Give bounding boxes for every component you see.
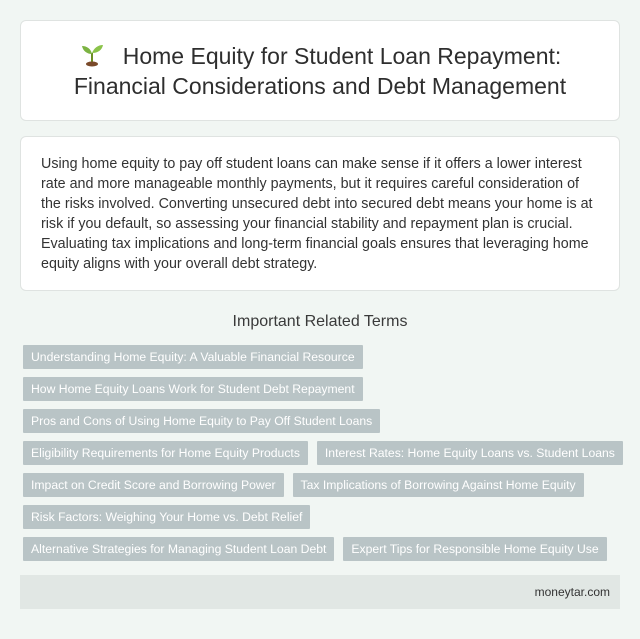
- page-title: [50, 41, 590, 101]
- summary-text: Using home equity to pay off student loans can make sense if it offers a lower interest rate and more manageable monthly payments, but it requires careful consideration of the risks involved. Converting unsecured debt into secured debt means your home is at risk if you default, so assessing your financial stability and repayment plan is crucial. Evaluating tax implications and long-term financial goals ensures that leveraging home equity aligns with your overall debt strategy.: [41, 156, 593, 272]
- footer: [20, 575, 620, 609]
- related-term-tag[interactable]: Tax Implications of Borrowing Against Home Equity: [293, 473, 584, 497]
- summary-card: [20, 136, 620, 291]
- related-term-tag[interactable]: Eligibility Requirements for Home Equity Products: [23, 441, 308, 465]
- title-card: [20, 20, 620, 121]
- related-term-tag[interactable]: Expert Tips for Responsible Home Equity Use: [343, 537, 606, 561]
- footer-site-link[interactable]: moneytar.com: [534, 585, 610, 599]
- related-term-tag[interactable]: Interest Rates: Home Equity Loans vs. Student Loans: [317, 441, 623, 465]
- related-term-tag[interactable]: Pros and Cons of Using Home Equity to Pay Off Student Loans: [23, 409, 380, 433]
- related-term-tag[interactable]: Alternative Strategies for Managing Student Loan Debt: [23, 537, 334, 561]
- related-term-tag[interactable]: How Home Equity Loans Work for Student Debt Repayment: [23, 377, 363, 401]
- related-term-tag[interactable]: Risk Factors: Weighing Your Home vs. Debt Relief: [23, 505, 310, 529]
- related-terms-heading: Important Related Terms: [232, 313, 408, 330]
- page-title-text: Home Equity for Student Loan Repayment: Financial Considerations and Debt Management: [73, 42, 567, 99]
- sprout-icon: [79, 41, 105, 67]
- related-term-tag[interactable]: Impact on Credit Score and Borrowing Power: [23, 473, 284, 497]
- related-term-tag[interactable]: Understanding Home Equity: A Valuable Financial Resource: [23, 345, 363, 369]
- related-terms-list: [23, 345, 623, 561]
